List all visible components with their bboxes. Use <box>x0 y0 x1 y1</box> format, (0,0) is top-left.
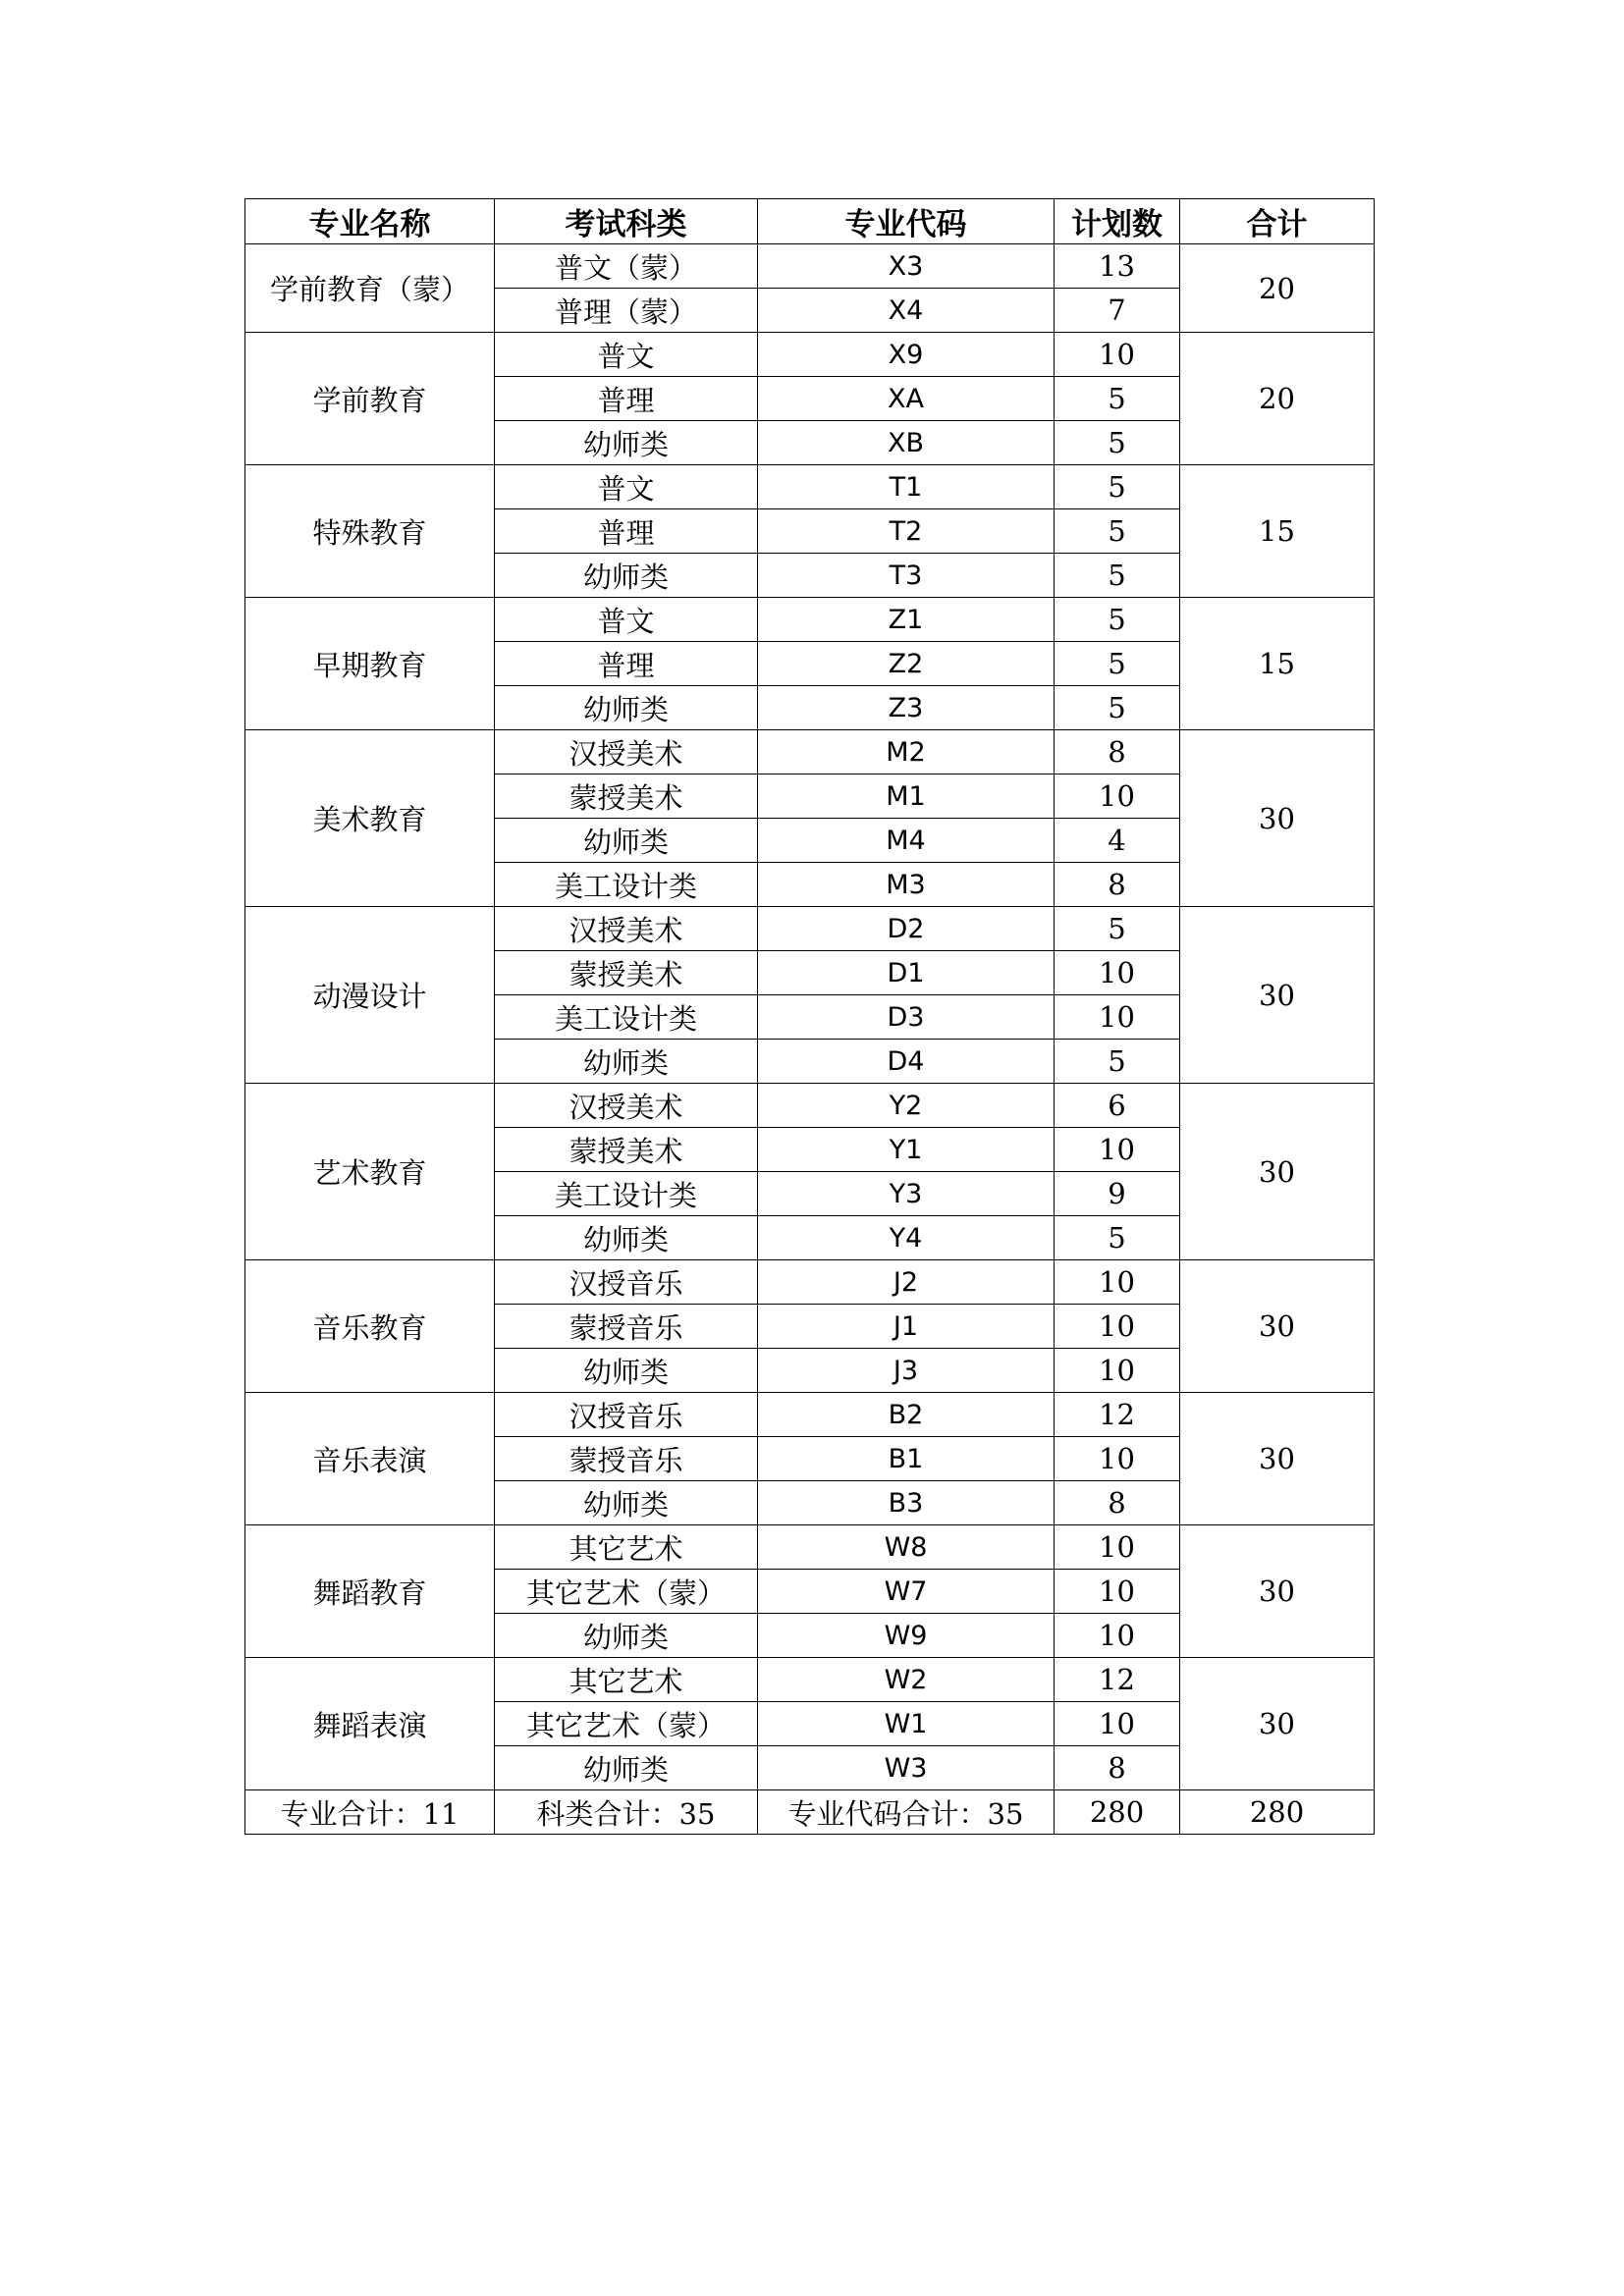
major-name-cell: 学前教育 <box>245 333 495 465</box>
exam-category-cell: 幼师类 <box>495 1216 758 1260</box>
summary-codes-total: 专业代码合计：35 <box>758 1790 1055 1835</box>
major-code-cell: Y4 <box>758 1216 1055 1260</box>
major-code-cell: Z3 <box>758 686 1055 730</box>
plan-count-cell: 5 <box>1055 377 1180 421</box>
plan-count-cell: 8 <box>1055 730 1180 774</box>
exam-category-cell: 幼师类 <box>495 1481 758 1525</box>
major-code-cell: XB <box>758 421 1055 465</box>
exam-category-cell: 其它艺术 <box>495 1525 758 1570</box>
major-code-cell: X3 <box>758 244 1055 289</box>
exam-category-cell: 其它艺术（蒙） <box>495 1570 758 1614</box>
major-name-cell: 动漫设计 <box>245 907 495 1084</box>
exam-category-cell: 蒙授美术 <box>495 1128 758 1172</box>
table-row <box>245 1658 1375 1702</box>
table-row <box>245 907 1375 951</box>
plan-count-cell: 10 <box>1055 1702 1180 1746</box>
major-code-cell: M3 <box>758 863 1055 907</box>
plan-count-cell: 8 <box>1055 1481 1180 1525</box>
major-total-cell: 15 <box>1180 598 1375 730</box>
plan-count-cell: 9 <box>1055 1172 1180 1216</box>
major-name-cell: 舞蹈教育 <box>245 1525 495 1658</box>
major-code-cell: D3 <box>758 995 1055 1040</box>
major-code-cell: B3 <box>758 1481 1055 1525</box>
major-name-cell: 学前教育（蒙） <box>245 244 495 333</box>
summary-majors-total: 专业合计：11 <box>245 1790 495 1835</box>
table-row <box>245 598 1375 642</box>
major-total-cell: 30 <box>1180 1260 1375 1393</box>
exam-category-cell: 普文 <box>495 333 758 377</box>
major-total-cell: 20 <box>1180 244 1375 333</box>
plan-count-cell: 10 <box>1055 1349 1180 1393</box>
plan-count-cell: 10 <box>1055 1570 1180 1614</box>
table-row <box>245 465 1375 509</box>
exam-category-cell: 汉授美术 <box>495 730 758 774</box>
table-row <box>245 244 1375 289</box>
major-code-cell: Y2 <box>758 1084 1055 1128</box>
header-major-name: 专业名称 <box>245 199 495 244</box>
exam-category-cell: 美工设计类 <box>495 995 758 1040</box>
major-code-cell: D1 <box>758 951 1055 995</box>
major-total-cell: 30 <box>1180 907 1375 1084</box>
table-body <box>245 244 1375 1790</box>
plan-count-cell: 6 <box>1055 1084 1180 1128</box>
major-name-cell: 早期教育 <box>245 598 495 730</box>
exam-category-cell: 普理 <box>495 642 758 686</box>
table-row <box>245 1525 1375 1570</box>
exam-category-cell: 普理 <box>495 509 758 554</box>
major-code-cell: T1 <box>758 465 1055 509</box>
major-code-cell: W9 <box>758 1614 1055 1658</box>
major-code-cell: J1 <box>758 1305 1055 1349</box>
exam-category-cell: 普理（蒙） <box>495 289 758 333</box>
major-code-cell: W1 <box>758 1702 1055 1746</box>
major-name-cell: 美术教育 <box>245 730 495 907</box>
exam-category-cell: 普文 <box>495 465 758 509</box>
exam-category-cell: 其它艺术 <box>495 1658 758 1702</box>
major-total-cell: 30 <box>1180 730 1375 907</box>
exam-category-cell: 幼师类 <box>495 1614 758 1658</box>
exam-category-cell: 蒙授音乐 <box>495 1305 758 1349</box>
header-exam-category: 考试科类 <box>495 199 758 244</box>
exam-category-cell: 幼师类 <box>495 819 758 863</box>
major-code-cell: T3 <box>758 554 1055 598</box>
plan-count-cell: 5 <box>1055 421 1180 465</box>
plan-count-cell: 8 <box>1055 1746 1180 1790</box>
header-major-code: 专业代码 <box>758 199 1055 244</box>
plan-count-cell: 10 <box>1055 1525 1180 1570</box>
plan-count-cell: 10 <box>1055 333 1180 377</box>
major-total-cell: 30 <box>1180 1525 1375 1658</box>
plan-count-cell: 10 <box>1055 951 1180 995</box>
major-name-cell: 特殊教育 <box>245 465 495 598</box>
exam-category-cell: 美工设计类 <box>495 1172 758 1216</box>
plan-count-cell: 7 <box>1055 289 1180 333</box>
exam-category-cell: 汉授美术 <box>495 1084 758 1128</box>
major-code-cell: W8 <box>758 1525 1055 1570</box>
exam-category-cell: 汉授美术 <box>495 907 758 951</box>
table-header-row <box>245 199 1375 244</box>
major-code-cell: Y3 <box>758 1172 1055 1216</box>
table-row <box>245 1084 1375 1128</box>
plan-count-cell: 10 <box>1055 1128 1180 1172</box>
plan-count-cell: 10 <box>1055 995 1180 1040</box>
plan-count-cell: 12 <box>1055 1658 1180 1702</box>
exam-category-cell: 蒙授音乐 <box>495 1437 758 1481</box>
plan-count-cell: 5 <box>1055 598 1180 642</box>
plan-count-cell: 5 <box>1055 554 1180 598</box>
table-row <box>245 1260 1375 1305</box>
exam-category-cell: 幼师类 <box>495 1349 758 1393</box>
plan-count-cell: 5 <box>1055 465 1180 509</box>
major-code-cell: M2 <box>758 730 1055 774</box>
plan-count-cell: 10 <box>1055 1260 1180 1305</box>
major-code-cell: M1 <box>758 774 1055 819</box>
exam-category-cell: 蒙授美术 <box>495 774 758 819</box>
major-code-cell: J3 <box>758 1349 1055 1393</box>
major-code-cell: X4 <box>758 289 1055 333</box>
major-code-cell: Y1 <box>758 1128 1055 1172</box>
exam-category-cell: 普文（蒙） <box>495 244 758 289</box>
major-total-cell: 20 <box>1180 333 1375 465</box>
plan-count-cell: 5 <box>1055 642 1180 686</box>
exam-category-cell: 汉授音乐 <box>495 1393 758 1437</box>
plan-count-cell: 10 <box>1055 1614 1180 1658</box>
table-row <box>245 730 1375 774</box>
major-total-cell: 30 <box>1180 1084 1375 1260</box>
major-total-cell: 15 <box>1180 465 1375 598</box>
major-code-cell: Z1 <box>758 598 1055 642</box>
major-code-cell: B1 <box>758 1437 1055 1481</box>
exam-category-cell: 蒙授美术 <box>495 951 758 995</box>
major-code-cell: J2 <box>758 1260 1055 1305</box>
major-code-cell: XA <box>758 377 1055 421</box>
major-code-cell: M4 <box>758 819 1055 863</box>
major-code-cell: T2 <box>758 509 1055 554</box>
major-code-cell: W2 <box>758 1658 1055 1702</box>
plan-count-cell: 4 <box>1055 819 1180 863</box>
major-total-cell: 30 <box>1180 1393 1375 1525</box>
exam-category-cell: 幼师类 <box>495 1040 758 1084</box>
plan-count-cell: 10 <box>1055 1437 1180 1481</box>
major-code-cell: D4 <box>758 1040 1055 1084</box>
summary-grand-total: 280 <box>1180 1790 1375 1835</box>
plan-count-cell: 5 <box>1055 1216 1180 1260</box>
summary-categories-total: 科类合计：35 <box>495 1790 758 1835</box>
major-code-cell: X9 <box>758 333 1055 377</box>
plan-count-cell: 5 <box>1055 686 1180 730</box>
major-code-cell: D2 <box>758 907 1055 951</box>
major-code-cell: Z2 <box>758 642 1055 686</box>
major-name-cell: 音乐教育 <box>245 1260 495 1393</box>
exam-category-cell: 幼师类 <box>495 686 758 730</box>
plan-count-cell: 10 <box>1055 774 1180 819</box>
summary-row <box>245 1790 1375 1835</box>
plan-count-cell: 5 <box>1055 509 1180 554</box>
major-code-cell: W7 <box>758 1570 1055 1614</box>
major-name-cell: 艺术教育 <box>245 1084 495 1260</box>
enrollment-plan-table <box>244 198 1375 1835</box>
plan-count-cell: 10 <box>1055 1305 1180 1349</box>
major-name-cell: 舞蹈表演 <box>245 1658 495 1790</box>
exam-category-cell: 幼师类 <box>495 554 758 598</box>
exam-category-cell: 普理 <box>495 377 758 421</box>
major-total-cell: 30 <box>1180 1658 1375 1790</box>
major-code-cell: W3 <box>758 1746 1055 1790</box>
major-code-cell: B2 <box>758 1393 1055 1437</box>
exam-category-cell: 普文 <box>495 598 758 642</box>
table-row <box>245 333 1375 377</box>
header-total: 合计 <box>1180 199 1375 244</box>
major-name-cell: 音乐表演 <box>245 1393 495 1525</box>
header-plan-count: 计划数 <box>1055 199 1180 244</box>
summary-plan-total: 280 <box>1055 1790 1180 1835</box>
table-row <box>245 1393 1375 1437</box>
exam-category-cell: 美工设计类 <box>495 863 758 907</box>
plan-count-cell: 5 <box>1055 907 1180 951</box>
exam-category-cell: 其它艺术（蒙） <box>495 1702 758 1746</box>
plan-count-cell: 5 <box>1055 1040 1180 1084</box>
plan-count-cell: 8 <box>1055 863 1180 907</box>
exam-category-cell: 汉授音乐 <box>495 1260 758 1305</box>
exam-category-cell: 幼师类 <box>495 1746 758 1790</box>
plan-count-cell: 13 <box>1055 244 1180 289</box>
exam-category-cell: 幼师类 <box>495 421 758 465</box>
plan-count-cell: 12 <box>1055 1393 1180 1437</box>
